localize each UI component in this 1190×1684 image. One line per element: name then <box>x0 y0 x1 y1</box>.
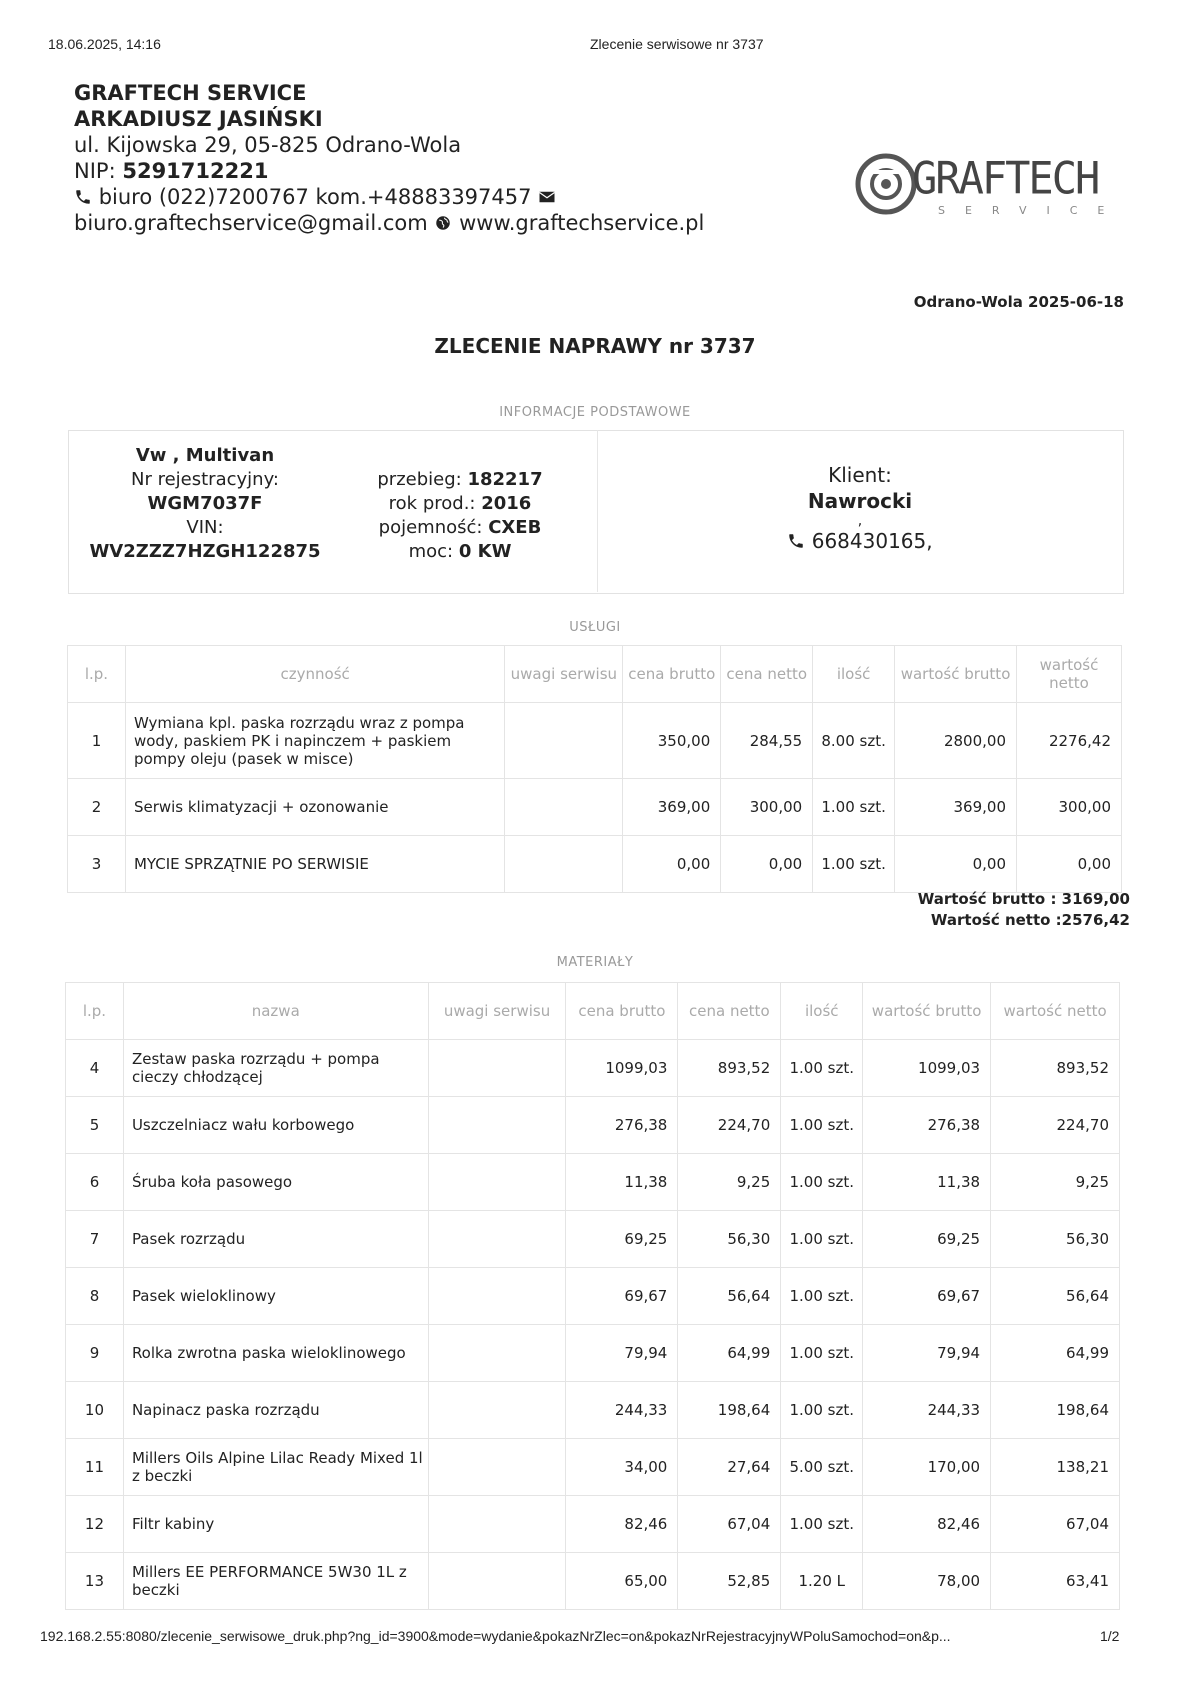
row-value-net: 893,52 <box>991 1040 1120 1097</box>
row-value-gross: 1099,03 <box>863 1040 991 1097</box>
row-name: Millers EE PERFORMANCE 5W30 1L z beczki <box>123 1553 428 1610</box>
row-value-gross: 79,94 <box>863 1325 991 1382</box>
table-row <box>68 779 1122 836</box>
company-address: ul. Kijowska 29, 05-825 Odrano-Wola <box>74 133 462 157</box>
row-price-gross: 34,00 <box>566 1439 678 1496</box>
row-price-gross: 244,33 <box>566 1382 678 1439</box>
phone-icon <box>787 532 805 550</box>
row-value-net: 0,00 <box>1017 836 1122 893</box>
row-price-net: 893,52 <box>678 1040 781 1097</box>
power-value: 0 KW <box>458 541 512 562</box>
year-label: rok prod.: <box>388 493 476 514</box>
row-name: Uszczelniacz wału korbowego <box>123 1097 428 1154</box>
reg-value: WGM7037F <box>147 493 263 514</box>
col-value-net: wartość netto <box>991 983 1120 1040</box>
client-separator: , <box>857 513 863 529</box>
row-value-net: 56,30 <box>991 1211 1120 1268</box>
row-price-net: 224,70 <box>678 1097 781 1154</box>
col-price-gross: cena brutto <box>566 983 678 1040</box>
col-value-net: wartość netto <box>1017 646 1122 703</box>
materials-header-row <box>66 983 1120 1040</box>
row-name: Millers Oils Alpine Lilac Ready Mixed 1l z beczki <box>123 1439 428 1496</box>
row-notes <box>505 836 623 893</box>
row-value-net: 9,25 <box>991 1154 1120 1211</box>
company-www: www.graftechservice.pl <box>459 211 705 235</box>
row-value-net: 2276,42 <box>1017 703 1122 779</box>
row-notes <box>428 1496 566 1553</box>
row-price-gross: 1099,03 <box>566 1040 678 1097</box>
row-lp: 7 <box>66 1211 124 1268</box>
row-qty: 1.00 szt. <box>781 1382 863 1439</box>
row-price-gross: 69,25 <box>566 1211 678 1268</box>
row-qty: 8.00 szt. <box>813 703 895 779</box>
col-notes: uwagi serwisu <box>428 983 566 1040</box>
client-label: Klient: <box>828 463 892 487</box>
section-info-label: INFORMACJE PODSTAWOWE <box>499 405 691 420</box>
row-value-net: 56,64 <box>991 1268 1120 1325</box>
row-qty: 1.00 szt. <box>781 1496 863 1553</box>
row-value-net: 224,70 <box>991 1097 1120 1154</box>
col-price-gross: cena brutto <box>623 646 721 703</box>
row-price-gross: 276,38 <box>566 1097 678 1154</box>
row-price-gross: 0,00 <box>623 836 721 893</box>
row-lp: 9 <box>66 1325 124 1382</box>
row-name: MYCIE SPRZĄTNIE PO SERWISIE <box>125 836 504 893</box>
table-row <box>66 1154 1120 1211</box>
row-name: Serwis klimatyzacji + ozonowanie <box>125 779 504 836</box>
row-name: Zestaw paska rozrządu + pompa cieczy chłodzącej <box>123 1040 428 1097</box>
document-title: ZLECENIE NAPRAWY nr 3737 <box>434 334 756 358</box>
row-value-gross: 369,00 <box>895 779 1017 836</box>
table-row <box>66 1439 1120 1496</box>
col-value-gross: wartość brutto <box>863 983 991 1040</box>
row-lp: 1 <box>68 703 126 779</box>
services-header-row <box>68 646 1122 703</box>
row-price-net: 198,64 <box>678 1382 781 1439</box>
row-notes <box>428 1097 566 1154</box>
row-notes <box>428 1382 566 1439</box>
logo-text: GRAFTECH <box>912 152 1099 205</box>
services-totals <box>918 889 1130 931</box>
table-row <box>66 1097 1120 1154</box>
vehicle-column <box>70 444 340 564</box>
col-lp: l.p. <box>66 983 124 1040</box>
row-value-gross: 2800,00 <box>895 703 1017 779</box>
client-name: Nawrocki <box>807 489 913 513</box>
row-value-net: 198,64 <box>991 1382 1120 1439</box>
row-lp: 6 <box>66 1154 124 1211</box>
section-services-label: USŁUGI <box>569 620 621 635</box>
row-value-gross: 276,38 <box>863 1097 991 1154</box>
company-name: GRAFTECH SERVICE <box>74 81 307 105</box>
row-notes <box>428 1040 566 1097</box>
row-value-net: 67,04 <box>991 1496 1120 1553</box>
mileage-row <box>330 468 590 492</box>
row-notes <box>505 703 623 779</box>
globe-icon <box>434 214 452 232</box>
table-row <box>66 1325 1120 1382</box>
row-notes <box>428 1553 566 1610</box>
row-name: Pasek rozrządu <box>123 1211 428 1268</box>
engine-row <box>330 516 590 540</box>
company-email: biuro.graftechservice@gmail.com <box>74 211 428 235</box>
row-price-net: 27,64 <box>678 1439 781 1496</box>
company-block <box>74 80 704 236</box>
col-value-gross: wartość brutto <box>895 646 1017 703</box>
nip-label: NIP: <box>74 159 116 183</box>
row-value-gross: 0,00 <box>895 836 1017 893</box>
row-qty: 1.00 szt. <box>781 1325 863 1382</box>
row-notes <box>428 1211 566 1268</box>
client-phone-row <box>660 528 1060 554</box>
print-page-count: 1/2 <box>1100 1628 1120 1644</box>
row-notes <box>428 1325 566 1382</box>
row-qty: 1.00 szt. <box>781 1268 863 1325</box>
row-lp: 3 <box>68 836 126 893</box>
phone-icon <box>74 188 92 206</box>
col-qty: ilość <box>781 983 863 1040</box>
col-qty: ilość <box>813 646 895 703</box>
col-lp: l.p. <box>68 646 126 703</box>
print-datetime: 18.06.2025, 14:16 <box>48 36 161 52</box>
row-price-net: 67,04 <box>678 1496 781 1553</box>
year-row <box>330 492 590 516</box>
row-price-net: 56,64 <box>678 1268 781 1325</box>
year-value: 2016 <box>481 493 532 514</box>
reg-label: Nr rejestracyjny: <box>131 469 279 490</box>
company-phone-row <box>74 184 704 210</box>
table-row <box>66 1211 1120 1268</box>
row-price-gross: 11,38 <box>566 1154 678 1211</box>
row-notes <box>428 1268 566 1325</box>
row-lp: 10 <box>66 1382 124 1439</box>
row-price-gross: 79,94 <box>566 1325 678 1382</box>
row-qty: 1.00 szt. <box>813 779 895 836</box>
envelope-icon <box>538 188 556 206</box>
materials-table <box>65 982 1120 1610</box>
row-value-gross: 78,00 <box>863 1553 991 1610</box>
row-qty: 1.00 szt. <box>813 836 895 893</box>
row-price-net: 0,00 <box>721 836 813 893</box>
section-materials-label: MATERIAŁY <box>556 955 634 970</box>
table-row <box>66 1040 1120 1097</box>
row-value-net: 300,00 <box>1017 779 1122 836</box>
row-lp: 5 <box>66 1097 124 1154</box>
vehicle-model: Vw , Multivan <box>135 445 275 466</box>
company-contact-row <box>74 210 704 236</box>
mileage-value: 182217 <box>467 469 543 490</box>
row-name: Rolka zwrotna paska wieloklinowego <box>123 1325 428 1382</box>
company-owner: ARKADIUSZ JASIŃSKI <box>74 107 323 131</box>
row-lp: 2 <box>68 779 126 836</box>
row-price-gross: 82,46 <box>566 1496 678 1553</box>
table-row <box>66 1268 1120 1325</box>
row-price-net: 56,30 <box>678 1211 781 1268</box>
row-name: Napinacz paska rozrządu <box>123 1382 428 1439</box>
total-gross: Wartość brutto : 3169,00 <box>917 890 1130 908</box>
row-price-gross: 350,00 <box>623 703 721 779</box>
col-name: nazwa <box>123 983 428 1040</box>
table-row <box>66 1553 1120 1610</box>
row-qty: 1.00 szt. <box>781 1211 863 1268</box>
table-row <box>68 836 1122 893</box>
row-price-net: 9,25 <box>678 1154 781 1211</box>
power-label: moc: <box>408 541 454 562</box>
row-price-net: 64,99 <box>678 1325 781 1382</box>
row-value-gross: 69,25 <box>863 1211 991 1268</box>
row-name: Filtr kabiny <box>123 1496 428 1553</box>
row-name: Śruba koła pasowego <box>123 1154 428 1211</box>
row-notes <box>428 1154 566 1211</box>
row-value-net: 63,41 <box>991 1553 1120 1610</box>
mileage-label: przebieg: <box>377 469 462 490</box>
row-qty: 1.00 szt. <box>781 1097 863 1154</box>
total-net: Wartość netto :2576,42 <box>930 911 1130 929</box>
print-page-title: Zlecenie serwisowe nr 3737 <box>590 36 764 52</box>
power-row <box>330 540 590 564</box>
row-name: Wymiana kpl. paska rozrządu wraz z pompa wody, paskiem PK i napinczem + paskiem pompy oleju (pasek w misce) <box>125 703 504 779</box>
info-divider <box>597 430 598 592</box>
row-name: Pasek wieloklinowy <box>123 1268 428 1325</box>
row-value-gross: 69,67 <box>863 1268 991 1325</box>
row-lp: 13 <box>66 1553 124 1610</box>
graftech-logo <box>850 148 1125 228</box>
row-notes <box>428 1439 566 1496</box>
col-price-net: cena netto <box>678 983 781 1040</box>
row-price-gross: 69,67 <box>566 1268 678 1325</box>
row-value-gross: 82,46 <box>863 1496 991 1553</box>
row-value-gross: 244,33 <box>863 1382 991 1439</box>
nip-value: 5291712221 <box>122 159 269 183</box>
row-lp: 8 <box>66 1268 124 1325</box>
print-url: 192.168.2.55:8080/zlecenie_serwisowe_druk.php?ng_id=3900&mode=wydanie&pokazNrZlec=on&pokazNrRejestracyjnyWPoluSamochod=on&p... <box>40 1628 951 1644</box>
row-price-net: 52,85 <box>678 1553 781 1610</box>
row-lp: 11 <box>66 1439 124 1496</box>
row-value-gross: 170,00 <box>863 1439 991 1496</box>
table-row <box>68 703 1122 779</box>
logo-subtext: SERVICE <box>938 204 1125 217</box>
row-value-net: 64,99 <box>991 1325 1120 1382</box>
col-price-net: cena netto <box>721 646 813 703</box>
row-value-net: 138,21 <box>991 1439 1120 1496</box>
table-row <box>66 1382 1120 1439</box>
row-price-gross: 65,00 <box>566 1553 678 1610</box>
row-price-net: 284,55 <box>721 703 813 779</box>
row-lp: 4 <box>66 1040 124 1097</box>
row-qty: 5.00 szt. <box>781 1439 863 1496</box>
place-date: Odrano-Wola 2025-06-18 <box>913 293 1124 311</box>
client-column <box>660 462 1060 554</box>
row-price-net: 300,00 <box>721 779 813 836</box>
row-lp: 12 <box>66 1496 124 1553</box>
row-value-gross: 11,38 <box>863 1154 991 1211</box>
table-row <box>66 1496 1120 1553</box>
row-qty: 1.00 szt. <box>781 1154 863 1211</box>
vehicle-specs-column <box>330 468 590 564</box>
row-notes <box>505 779 623 836</box>
company-nip <box>74 158 704 184</box>
services-table <box>67 645 1122 893</box>
row-qty: 1.20 L <box>781 1553 863 1610</box>
row-qty: 1.00 szt. <box>781 1040 863 1097</box>
col-notes: uwagi serwisu <box>505 646 623 703</box>
company-phone: biuro (022)7200767 kom.+48883397457 <box>98 185 532 209</box>
engine-label: pojemność: <box>378 517 483 538</box>
client-phone: 668430165, <box>811 529 933 553</box>
engine-value: CXEB <box>488 517 542 538</box>
row-price-gross: 369,00 <box>623 779 721 836</box>
vin-label: VIN: <box>186 517 224 538</box>
vin-value: WV2ZZZ7HZGH122875 <box>89 541 321 562</box>
col-name: czynność <box>125 646 504 703</box>
